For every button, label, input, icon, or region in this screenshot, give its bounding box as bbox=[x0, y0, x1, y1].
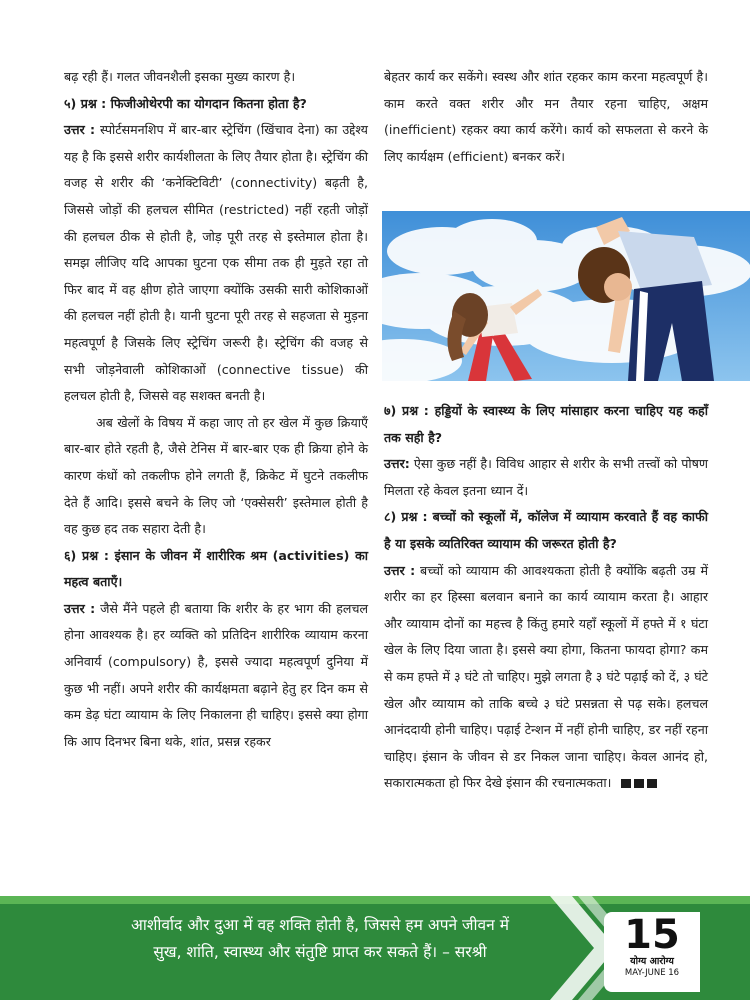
right-column-top bbox=[384, 64, 708, 170]
answer-label: उत्तर : bbox=[384, 562, 416, 578]
page-number: 15 bbox=[624, 912, 680, 958]
footer-quote bbox=[70, 912, 570, 966]
answer-7-text: ऐसा कुछ नहीं है। विविध आहार से शरीर के सभी तत्त्वों को पोषण मिलता रहे केवल इतना ध्यान दें। bbox=[384, 456, 708, 498]
question-7: ७) प्रश्न : हड्डियों के स्वास्थ्य के लिए मांसाहार करना चाहिए यह कहाँ तक सही है? bbox=[384, 403, 708, 445]
answer-8-text: बच्चों को व्यायाम की आवश्यकता होती है क्योंकि बढ़ती उम्र में शरीर का हर हिस्सा बलवान बनाने का कार्य व्यायाम करता है। आहार और व्यायाम दोनों का महत्त्व है किंतु हमारे यहाँ स्कूलों में हफ्ते में १ घंटा खेल के लिए दिया जाता है। इससे क्या होगा, कितना फायदा होगा? कम से कम हफ्ते में ३ घंटे तो चाहिए। मुझे लगता है ३ घंटे पढ़ाई को दें, ३ घंटे खेल और व्यायाम को ताकि बच्चे ३ घंटे प्रसन्नता से पढ़ सके। हलचल आनंददायी होनी चाहिए। पढ़ाई टेन्शन में नहीं होनी चाहिए, डर नहीं रहना चाहिए। इंसान के जीवन से डर निकल जाना चाहिए। केवल आनंद हो, सकारात्मकता हो फिर देखे इंसान की रचनात्मकता। bbox=[384, 562, 708, 791]
photo-illustration bbox=[382, 211, 750, 381]
quote-line-2: सुख, शांति, स्वास्थ्य और संतुष्टि प्राप्त कर सकते हैं। – सरश्री bbox=[153, 943, 487, 961]
end-of-article-mark bbox=[621, 779, 657, 788]
magazine-name: योग्य आरोग्य bbox=[630, 956, 674, 967]
answer-5-text: स्पोर्टसमनशिप में बार-बार स्ट्रेचिंग (खिंचाव देना) का उद्देश्य यह है कि इससे शरीर कार्यशीलता के लिए तैयार होता है। स्ट्रेचिंग की वजह से शरीर की ‘कनेक्टिविटी’ (connectivity) बढ़ती है, जिससे जोड़ों की हलचल सीमित (restricted) नहीं रहती जोड़ों की हलचल ठीक से होती है, जोड़ पूरी तरह से इस्तेमाल होता है। समझ लीजिए यदि आपका घुटना एक सीमा तक ही मुड़ते रहा तो फिर बाद में वह क्षीण होते जाएगा क्योंकि उसकी सारी कोशिकाओं की हलचल नहीं होती है। यानी घुटना पूरी तरह से सहजता से मुड़ना महत्वपूर्ण है जिसके लिए स्ट्रेचिंग जरूरी है। स्ट्रेचिंग की वजह से सभी जोड़नेवाली कोशिकाओं (connective tissue) की हलचल होती है, जिससे वह सशक्त बनती है। bbox=[64, 122, 368, 404]
footer-banner bbox=[0, 896, 750, 1000]
issue-date: MAY-JUNE 16 bbox=[624, 968, 680, 978]
paragraph-intro: बढ़ रही हैं। गलत जीवनशैली इसका मुख्य कारण है। bbox=[64, 69, 296, 84]
quote-line-1: आशीर्वाद और दुआ में वह शक्ति होती है, जिससे हम अपने जीवन में bbox=[131, 916, 509, 934]
answer-6-text: जैसे मैंने पहले ही बताया कि शरीर के हर भाग की हलचल होना आवश्यक है। हर व्यक्ति को प्रतिदिन शारीरिक व्यायाम करना अनिवार्य (compulsory) है, इससे ज्यादा महत्वपूर्ण दुनिया में कुछ भी नहीं। अपने शरीर की कार्यक्षमता बढ़ाने हेतु हर दिन कम से कम डेढ़ घंटा व्यायाम के लिए निकालना ही चाहिए। इससे क्या होगा कि आप दिनभर बिना थके, शांत, प्रसन्न रहकर bbox=[64, 600, 368, 749]
question-6: ६) प्रश्न : इंसान के जीवन में शारीरिक श्रम (activities) का महत्व बताएँ। bbox=[64, 547, 368, 590]
answer-5 bbox=[64, 117, 368, 410]
stretching-kids-photo bbox=[382, 211, 750, 381]
paragraph-sports: अब खेलों के विषय में कहा जाए तो हर खेल में कुछ क्रियाएँ बार-बार होते रहती है, जैसे टेनिस में बार-बार एक ही क्रिया होने के कारण कंधों को तकलीफ होने लगती हैं, क्रिकेट में घुटने तकलीफ देते हैं आदि। इससे बचने के लिए जो ‘एक्सेसरी’ इस्तेमाल होती है वह कुछ हद तक सहारा देती है। bbox=[64, 414, 368, 537]
question-8: ८) प्रश्न : बच्चों को स्कूलों में, कॉलेज में व्यायाम करवाते हैं वह काफी है या इसके व्यतिरिक्त व्यायाम की जरूरत होती है? bbox=[384, 509, 708, 551]
left-column bbox=[64, 64, 368, 755]
page-badge bbox=[604, 912, 700, 992]
right-column-lower bbox=[384, 398, 708, 797]
question-5: ५) प्रश्न : फिजीओथेरपी का योगदान कितना होता है? bbox=[64, 95, 307, 111]
answer-8 bbox=[384, 558, 708, 797]
paragraph-continued: बेहतर कार्य कर सकेंगे। स्वस्थ और शांत रहकर काम करना महत्वपूर्ण है। काम करते वक्त शरीर और मन तैयार रहना चाहिए, अक्षम (inefficient) रहकर क्या कार्य करेंगे। कार्य को सफलता से करने के लिए कार्यक्षम (efficient) बनकर करें। bbox=[384, 69, 708, 164]
answer-7 bbox=[384, 451, 708, 504]
answer-6 bbox=[64, 596, 368, 756]
answer-label: उत्तर: bbox=[384, 456, 410, 472]
answer-label: उत्तर : bbox=[64, 600, 96, 616]
answer-label: उत्तर : bbox=[64, 122, 96, 138]
